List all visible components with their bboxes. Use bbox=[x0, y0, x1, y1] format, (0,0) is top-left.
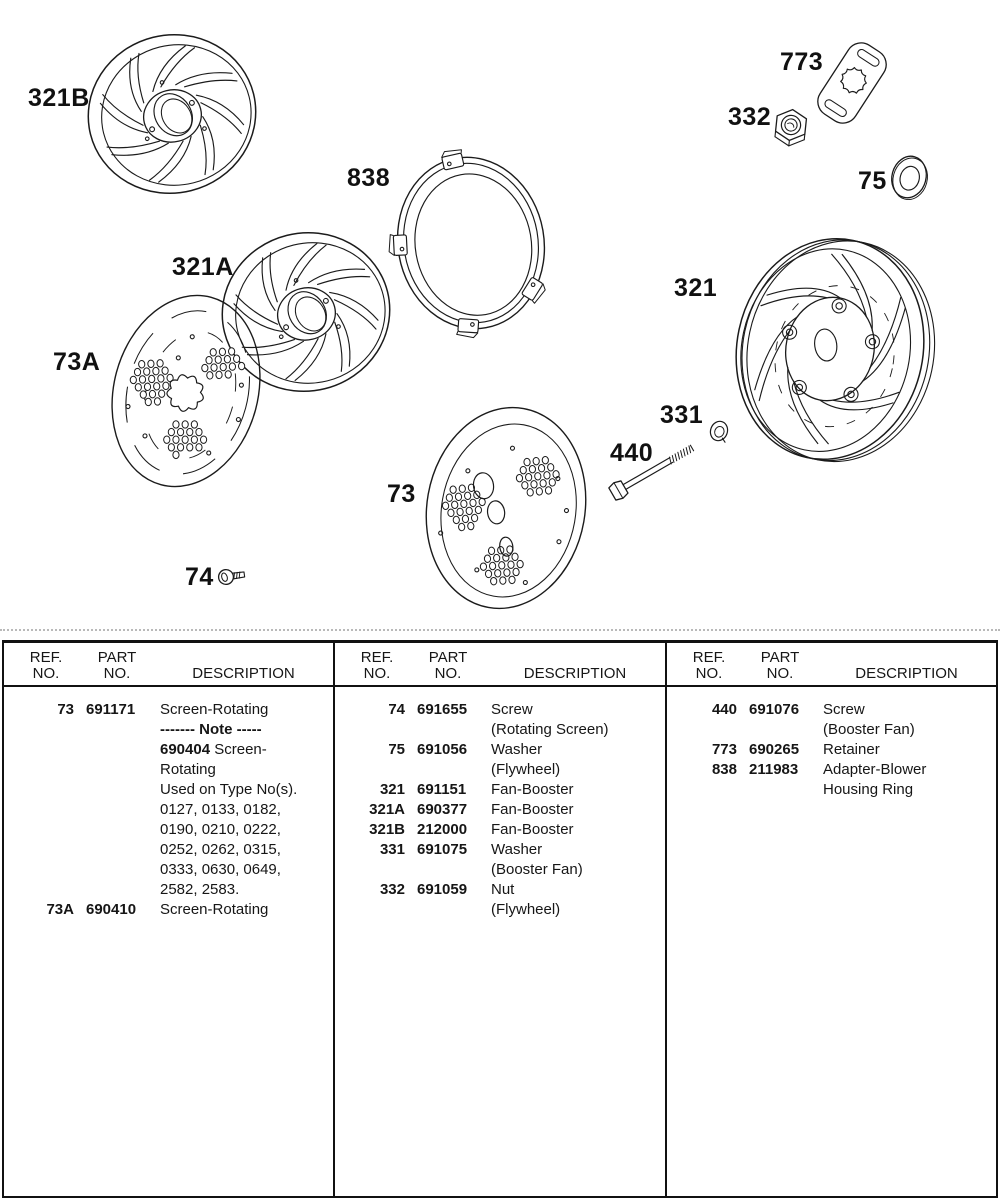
ref-no: 75 bbox=[388, 741, 405, 758]
part-no: 691151 bbox=[417, 781, 467, 798]
fan-booster-321b-drawing bbox=[71, 17, 272, 211]
callout-75: 75 bbox=[858, 167, 887, 195]
parts-table-section-3 bbox=[665, 643, 996, 1196]
table-row bbox=[667, 760, 996, 800]
part-no: 691059 bbox=[417, 881, 468, 898]
part-no-header: PART NO. bbox=[760, 649, 800, 682]
description: Nut (Flywheel) bbox=[491, 881, 561, 918]
parts-table bbox=[2, 640, 998, 1198]
description: Screw (Rotating Screen) bbox=[491, 701, 609, 738]
callout-838: 838 bbox=[347, 164, 391, 192]
table-body bbox=[667, 687, 996, 800]
table-row bbox=[667, 740, 996, 760]
part-no: 690410 bbox=[86, 901, 137, 918]
table-row bbox=[667, 700, 996, 740]
rotating-screen-73-drawing bbox=[411, 395, 602, 621]
callout-321b: 321B bbox=[28, 84, 90, 112]
description: Screen-Rotating ------- Note ----- 690404 Screen- Rotating Used on Type No(s). 0127, 0133, 0182, 0190, 0210, 0222, 0252, 0262, 0315, 0333, 0630, 0649, 2582, 2583. bbox=[160, 701, 298, 898]
table-row bbox=[335, 880, 665, 920]
callout-74: 74 bbox=[185, 563, 214, 591]
description: Screw (Booster Fan) bbox=[823, 701, 915, 738]
table-row bbox=[335, 740, 665, 780]
description-header: DESCRIPTION bbox=[192, 665, 295, 682]
part-no-header: PART NO. bbox=[428, 649, 468, 682]
part-no-header: PART NO. bbox=[97, 649, 137, 682]
description: Fan-Booster bbox=[491, 821, 574, 838]
part-no: 212000 bbox=[417, 821, 468, 838]
retainer-773-drawing bbox=[812, 37, 892, 129]
ref-no: 73A bbox=[46, 901, 74, 918]
ref-no: 332 bbox=[379, 881, 405, 898]
ref-no: 773 bbox=[711, 741, 737, 758]
callout-73: 73 bbox=[387, 480, 416, 508]
description-header: DESCRIPTION bbox=[855, 665, 958, 682]
ref-no: 321 bbox=[379, 781, 405, 798]
part-no: 691056 bbox=[417, 741, 468, 758]
scan-artifact-line bbox=[0, 629, 1000, 631]
table-row bbox=[335, 840, 665, 880]
table-header bbox=[335, 643, 665, 687]
ref-no-header: REF. NO. bbox=[692, 649, 726, 682]
part-no: 690265 bbox=[749, 741, 800, 758]
screw-74-drawing bbox=[218, 567, 246, 585]
ref-no: 838 bbox=[711, 761, 737, 778]
ref-no: 331 bbox=[379, 841, 405, 858]
callout-331: 331 bbox=[660, 401, 704, 429]
parts-table-section-2 bbox=[333, 643, 665, 1196]
part-no: 691075 bbox=[417, 841, 468, 858]
table-body bbox=[4, 687, 333, 920]
description: Fan-Booster bbox=[491, 801, 574, 818]
ref-no: 440 bbox=[711, 701, 737, 718]
description: Retainer bbox=[823, 741, 880, 758]
description: Washer (Flywheel) bbox=[491, 741, 561, 778]
ref-no: 73 bbox=[57, 701, 74, 718]
description: Washer (Booster Fan) bbox=[491, 841, 583, 878]
table-row bbox=[335, 820, 665, 840]
part-no: 691655 bbox=[417, 701, 468, 718]
washer-331-drawing bbox=[708, 419, 732, 444]
description: Adapter-Blower Housing Ring bbox=[823, 761, 927, 798]
callout-440: 440 bbox=[610, 439, 654, 467]
part-no: 211983 bbox=[749, 761, 799, 778]
table-row bbox=[4, 900, 333, 920]
rotating-screen-73a-drawing bbox=[91, 279, 280, 504]
table-row bbox=[335, 800, 665, 820]
ref-no: 321B bbox=[369, 821, 405, 838]
part-no: 691171 bbox=[86, 701, 136, 718]
callout-332: 332 bbox=[728, 103, 772, 131]
part-no: 690377 bbox=[417, 801, 468, 818]
nut-332-drawing bbox=[774, 108, 807, 147]
ref-no-header: REF. NO. bbox=[360, 649, 394, 682]
part-no: 691076 bbox=[749, 701, 800, 718]
callout-321: 321 bbox=[674, 274, 718, 302]
table-body bbox=[335, 687, 665, 920]
fan-booster-321-drawing bbox=[716, 221, 955, 479]
table-row bbox=[4, 700, 333, 900]
ref-no: 321A bbox=[369, 801, 405, 818]
washer-75-drawing bbox=[887, 152, 933, 203]
table-row bbox=[335, 700, 665, 740]
adapter-blower-housing-ring-838-drawing bbox=[373, 136, 559, 350]
ref-no: 74 bbox=[388, 701, 405, 718]
parts-table-section-1 bbox=[4, 643, 333, 1196]
table-row bbox=[335, 780, 665, 800]
table-header bbox=[667, 643, 996, 687]
description: Fan-Booster bbox=[491, 781, 574, 798]
table-header bbox=[4, 643, 333, 687]
description-header: DESCRIPTION bbox=[523, 665, 627, 682]
ref-no-header: REF. NO. bbox=[29, 649, 63, 682]
description: Screen-Rotating bbox=[160, 901, 269, 918]
callout-321a: 321A bbox=[172, 253, 234, 281]
callout-773: 773 bbox=[780, 48, 824, 76]
callout-73a: 73A bbox=[53, 348, 101, 376]
